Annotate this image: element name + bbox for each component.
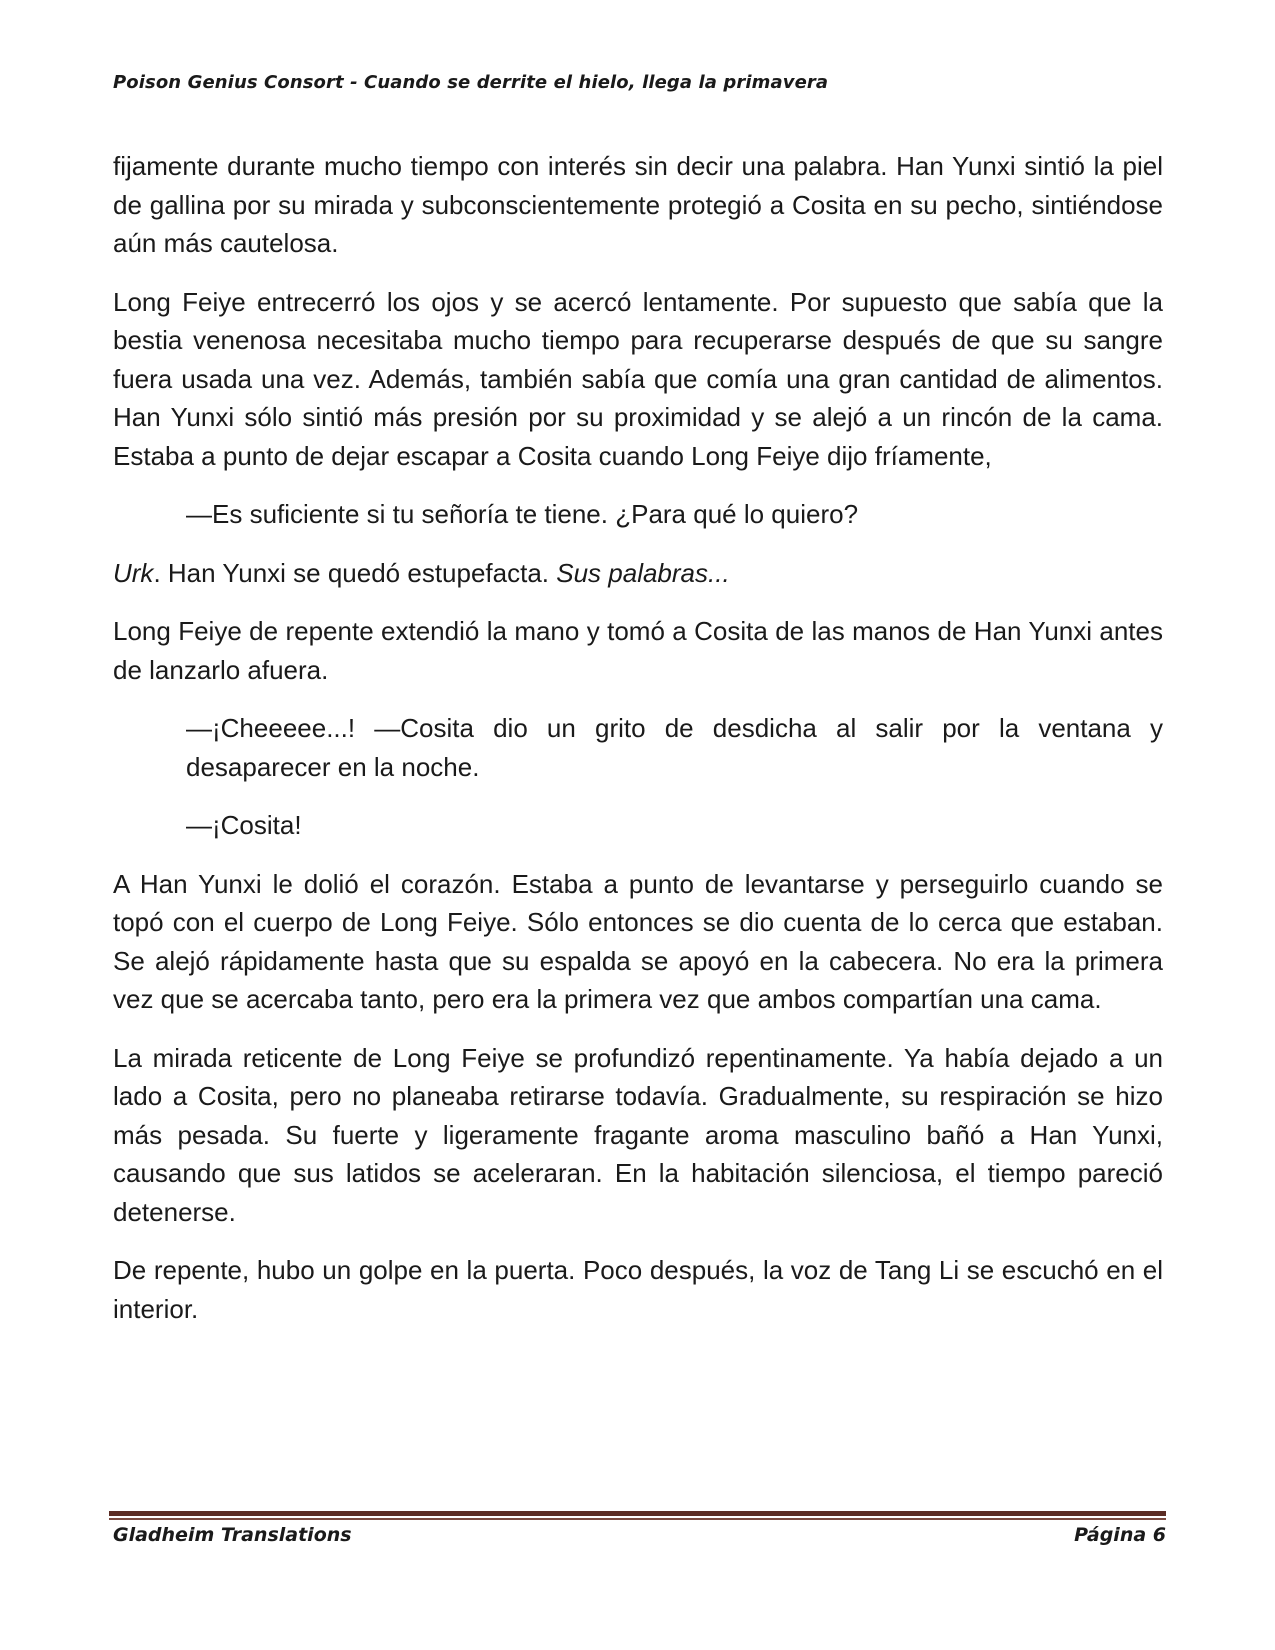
italic-text: Urk [113, 557, 154, 588]
footer-publisher: Gladheim Translations [113, 1524, 352, 1546]
dialogue-paragraph: —¡Cheeeee...! —Cosita dio un grito de desdicha al salir por la ventana y desaparecer en la noche. [186, 713, 1163, 782]
paragraph: La mirada reticente de Long Feiye se profundizó repentinamente. Ya había dejado a un lado a Cosita, pero no planeaba retirarse todavía. Gradualmente, su respiración se hizo más pesada. Su fuerte y ligeramente fragante aroma masculino bañó a Han Yunxi, causando que sus latidos se aceleraran. En la habitación silenciosa, el tiempo pareció detenerse. [113, 1042, 1163, 1227]
footer-divider [109, 1511, 1166, 1516]
italic-text: Sus palabras... [556, 557, 730, 588]
dialogue-paragraph: —¡Cosita! [186, 810, 302, 840]
paragraph [113, 554, 1163, 593]
body-text [113, 147, 1163, 1328]
page-number: Página 6 [1074, 1524, 1166, 1546]
running-header: Poison Genius Consort - Cuando se derrite el hielo, llega la primavera [113, 72, 829, 93]
footer-divider-thin [109, 1518, 1166, 1520]
paragraph: A Han Yunxi le dolió el corazón. Estaba a punto de levantarse y perseguirlo cuando se topó con el cuerpo de Long Feiye. Sólo entonces se dio cuenta de lo cerca que estaban. Se alejó rápidamente hasta que su espalda se apoyó en la cabecera. No era la primera vez que se acercaba tanto, pero era la primera vez que ambos compartían una cama. [113, 868, 1163, 1014]
paragraph: De repente, hubo un golpe en la puerta. Poco después, la voz de Tang Li se escuchó en el interior. [113, 1255, 1163, 1324]
paragraph: Long Feiye de repente extendió la mano y tomó a Cosita de las manos de Han Yunxi antes de lanzarlo afuera. [113, 616, 1163, 685]
paragraph: Long Feiye entrecerró los ojos y se acercó lentamente. Por supuesto que sabía que la bestia venenosa necesitaba mucho tiempo para recuperarse después de que su sangre fuera usada una vez. Además, también sabía que comía una gran cantidad de alimentos. Han Yunxi sólo sintió más presión por su proximidad y se alejó a un rincón de la cama. Estaba a punto de dejar escapar a Cosita cuando Long Feiye dijo fríamente, [113, 286, 1163, 471]
dialogue-paragraph: —Es suficiente si tu señoría te tiene. ¿Para qué lo quiero? [186, 499, 859, 529]
plain-text: . Han Yunxi se quedó estupefacta. [153, 557, 557, 588]
paragraph: fijamente durante mucho tiempo con interés sin decir una palabra. Han Yunxi sintió la piel de gallina por su mirada y subconscientemente protegió a Cosita en su pecho, sintiéndose aún más cautelosa. [113, 151, 1163, 258]
